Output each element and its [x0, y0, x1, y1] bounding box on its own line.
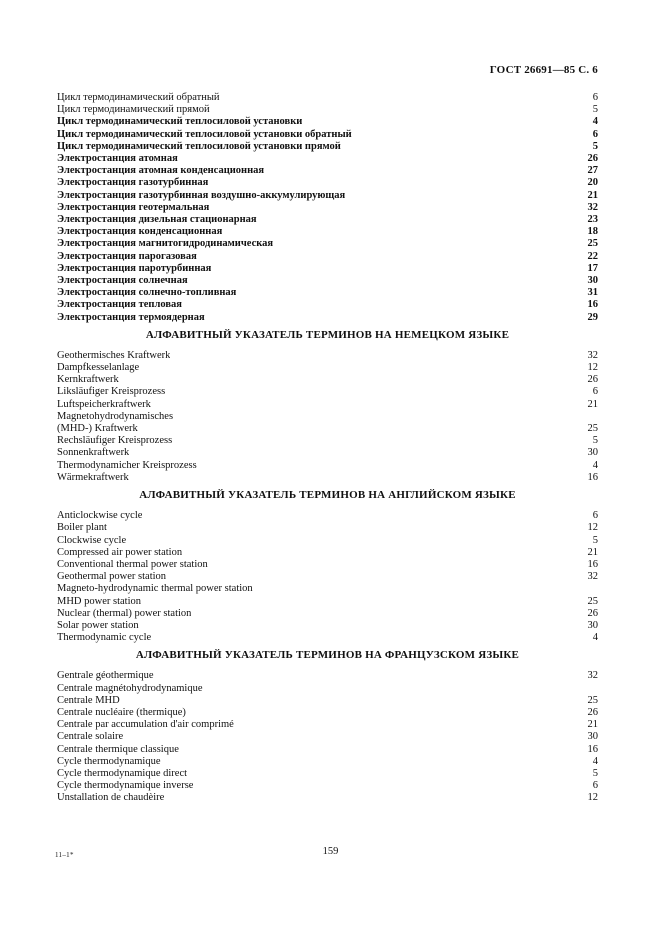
entry-term: Электростанция конденсационная: [57, 226, 223, 238]
index-entry: [57, 202, 598, 214]
entry-term: Цикл термодинамический прямой: [57, 104, 210, 116]
entry-term: Centrale thermique classique: [57, 743, 179, 755]
entry-page-number: 30: [587, 275, 598, 287]
index-entry: [57, 510, 598, 522]
entry-term: Solar power station: [57, 619, 139, 631]
entry-page-number: 25: [587, 595, 598, 607]
index-entry: [57, 559, 598, 571]
index-entry: [57, 583, 598, 595]
entry-term: Rechsläufiger Kreisprozess: [57, 435, 173, 447]
index-entry: [57, 423, 598, 435]
entry-page-number: 26: [587, 706, 598, 718]
entry-term: Thermodynamicher Kreisprozess: [57, 459, 197, 471]
index-entry: [57, 141, 598, 153]
entry-term: Цикл термодинамический теплосиловой установки прямой: [57, 140, 341, 152]
entry-term: MHD power station: [57, 595, 141, 607]
index-entry: [57, 608, 598, 620]
entry-page-number: 18: [587, 226, 598, 238]
entry-page-number: 27: [587, 165, 598, 177]
index-entry: [57, 386, 598, 398]
entry-page-number: 32: [587, 349, 598, 361]
index-entry: [57, 596, 598, 608]
entry-page-number: 6: [592, 386, 598, 398]
entry-term: Luftspeicherkraftwerk: [57, 398, 151, 410]
entry-page-number: 16: [587, 299, 598, 311]
entry-term: Электростанция солнечная: [57, 275, 188, 287]
entry-page-number: 20: [587, 177, 598, 189]
section-heading: АЛФАВИТНЫЙ УКАЗАТЕЛЬ ТЕРМИНОВ НА НЕМЕЦКОМ ЯЗЫКЕ: [145, 328, 510, 341]
entry-page-number: 6: [592, 128, 598, 140]
entry-page-number: 4: [592, 459, 598, 471]
entry-page-number: 6: [592, 780, 598, 792]
entry-term: Электростанция дизельная стационарная: [57, 214, 257, 226]
entry-term: Электростанция газотурбинная воздушно-аккумулирующая: [57, 189, 346, 201]
entry-page-number: 5: [592, 140, 598, 152]
entry-term: Электростанция атомная: [57, 153, 178, 165]
entry-term: Kernkraftwerk: [57, 374, 119, 386]
index-entry: [57, 238, 598, 250]
index-entry: [57, 177, 598, 189]
index-entry: [57, 92, 598, 104]
entry-page-number: 32: [587, 201, 598, 213]
index-entry: [57, 547, 598, 559]
entry-term: Cycle thermodynamique: [57, 755, 161, 767]
entry-page-number: 21: [587, 398, 598, 410]
section-heading: АЛФАВИТНЫЙ УКАЗАТЕЛЬ ТЕРМИНОВ НА ФРАНЦУЗСКОМ ЯЗЫКЕ: [135, 649, 520, 662]
index-entry: [57, 362, 598, 374]
entry-page-number: 4: [592, 632, 598, 644]
entry-page-number: 21: [587, 546, 598, 558]
page-number: 159: [322, 846, 339, 857]
entry-page-number: 29: [587, 311, 598, 323]
index-entry: [57, 190, 598, 202]
entry-term: Электростанция геотермальная: [57, 201, 210, 213]
entry-term: Wärmekraftwerk: [57, 471, 129, 483]
index-entry: [57, 756, 598, 768]
index-entry: [57, 780, 598, 792]
entry-term: Sonnenkraftwerk: [57, 447, 130, 459]
entry-page-number: 6: [592, 92, 598, 103]
index-entry: [57, 792, 598, 804]
entry-term: Электростанция газотурбинная: [57, 177, 209, 189]
entry-term: Цикл термодинамический теплосиловой установки обратный: [57, 128, 352, 140]
entry-page-number: 12: [587, 362, 598, 374]
entry-term: Clockwise cycle: [57, 534, 127, 546]
entry-term: Cycle thermodynamique direct: [57, 767, 188, 779]
index-entry: [57, 214, 598, 226]
index-section: [57, 329, 598, 484]
index-entry: [57, 670, 598, 682]
section-heading: АЛФАВИТНЫЙ УКАЗАТЕЛЬ ТЕРМИНОВ НА АНГЛИЙСКОМ ЯЗЫКЕ: [139, 489, 516, 502]
entry-term: Centrale nucléaire (thermique): [57, 706, 186, 718]
index-sections: [57, 92, 598, 805]
index-entry: [57, 263, 598, 275]
index-entry: [57, 374, 598, 386]
index-entry: [57, 695, 598, 707]
entry-term: Magneto-hydrodynamic thermal power station: [57, 583, 253, 595]
entry-term: Anticlockwise cycle: [57, 510, 143, 522]
entry-page-number: 6: [592, 510, 598, 522]
entry-page-number: 5: [592, 767, 598, 779]
index-entry: [57, 632, 598, 644]
index-entry: [57, 707, 598, 719]
entry-page-number: 22: [587, 250, 598, 262]
entry-term: Электростанция магнитогидродинамическая: [57, 238, 274, 250]
entry-term: Conventional thermal power station: [57, 558, 208, 570]
entry-page-number: 30: [587, 731, 598, 743]
entry-term: Centrale MHD: [57, 694, 120, 706]
entry-page-number: 5: [592, 534, 598, 546]
index-entry: [57, 435, 598, 447]
index-entry: [57, 287, 598, 299]
entry-term: Magnetohydrodynamisches: [57, 410, 174, 422]
entry-term: Электростанция солнечно-топливная: [57, 287, 237, 299]
entry-page-number: 26: [587, 607, 598, 619]
entry-term: Электростанция атомная конденсационная: [57, 165, 265, 177]
entry-page-number: 16: [587, 558, 598, 570]
entry-term: Nuclear (thermal) power station: [57, 607, 192, 619]
index-entry: [57, 535, 598, 547]
entry-page-number: 25: [587, 423, 598, 435]
entry-term: Liksläufiger Kreisprozess: [57, 386, 166, 398]
index-entry: [57, 620, 598, 632]
index-entry: [57, 719, 598, 731]
entry-term: (MHD-) Kraftwerk: [57, 423, 138, 435]
entry-page-number: 21: [587, 189, 598, 201]
entry-term: Электростанция тепловая: [57, 299, 182, 311]
index-entry: [57, 411, 598, 423]
index-entry: [57, 768, 598, 780]
entry-term: Centrale magnétohydrodynamique: [57, 682, 203, 694]
entry-page-number: 23: [587, 214, 598, 226]
entry-term: Compressed air power station: [57, 546, 183, 558]
entry-page-number: 31: [587, 287, 598, 299]
index-section: [57, 489, 598, 644]
entry-term: Dampfkesselanlage: [57, 362, 140, 374]
entry-term: Электростанция термоядерная: [57, 311, 205, 323]
entry-page-number: 5: [592, 435, 598, 447]
entry-page-number: 26: [587, 153, 598, 165]
index-entry: [57, 116, 598, 128]
entry-page-number: 25: [587, 694, 598, 706]
entry-page-number: 16: [587, 471, 598, 483]
entry-term: Centrale par accumulation d'air comprimé: [57, 719, 234, 731]
document-reference: ГОСТ 26691—85 С. 6: [489, 64, 598, 76]
index-entry: [57, 571, 598, 583]
index-entry: [57, 460, 598, 472]
index-entry: [57, 153, 598, 165]
entry-page-number: 4: [592, 116, 598, 128]
entry-term: Cycle thermodynamique inverse: [57, 780, 194, 792]
entry-page-number: 16: [587, 743, 598, 755]
entry-term: Gentrale géothermique: [57, 670, 154, 682]
index-entry: [57, 312, 598, 324]
index-entry: [57, 399, 598, 411]
entry-page-number: 17: [587, 262, 598, 274]
index-entry: [57, 731, 598, 743]
entry-term: Цикл термодинамический теплосиловой установки: [57, 116, 303, 128]
entry-page-number: 5: [592, 104, 598, 116]
entry-term: Thermodynamic cycle: [57, 632, 152, 644]
index-entry: [57, 165, 598, 177]
print-signature-mark: 11–1*: [55, 851, 74, 859]
entry-page-number: 32: [587, 670, 598, 682]
index-entry: [57, 299, 598, 311]
entry-page-number: 32: [587, 571, 598, 583]
entry-term: Электростанция паротурбинная: [57, 262, 212, 274]
entry-page-number: 12: [587, 522, 598, 534]
index-entry: [57, 275, 598, 287]
index-section: [57, 649, 598, 804]
index-entry: [57, 350, 598, 362]
entry-term: Цикл термодинамический обратный: [57, 92, 220, 103]
entry-term: Geothermisches Kraftwerk: [57, 349, 171, 361]
entry-page-number: 26: [587, 374, 598, 386]
entry-page-number: 30: [587, 447, 598, 459]
entry-page-number: 25: [587, 238, 598, 250]
index-entry: [57, 472, 598, 484]
index-entry: [57, 251, 598, 263]
entry-term: Centrale solaire: [57, 731, 124, 743]
entry-page-number: 21: [587, 719, 598, 731]
entry-page-number: 4: [592, 755, 598, 767]
index-section: [57, 92, 598, 324]
entry-page-number: 12: [587, 792, 598, 804]
entry-term: Unstallation de chaudèire: [57, 792, 165, 804]
index-entry: [57, 129, 598, 141]
entry-term: Электростанция парогазовая: [57, 250, 197, 262]
entry-term: Boiler plant: [57, 522, 107, 534]
index-entry: [57, 683, 598, 695]
index-entry: [57, 522, 598, 534]
index-entry: [57, 447, 598, 459]
index-entry: [57, 104, 598, 116]
index-entry: [57, 226, 598, 238]
entry-page-number: 30: [587, 619, 598, 631]
entry-term: Geothermal power station: [57, 571, 167, 583]
index-entry: [57, 744, 598, 756]
